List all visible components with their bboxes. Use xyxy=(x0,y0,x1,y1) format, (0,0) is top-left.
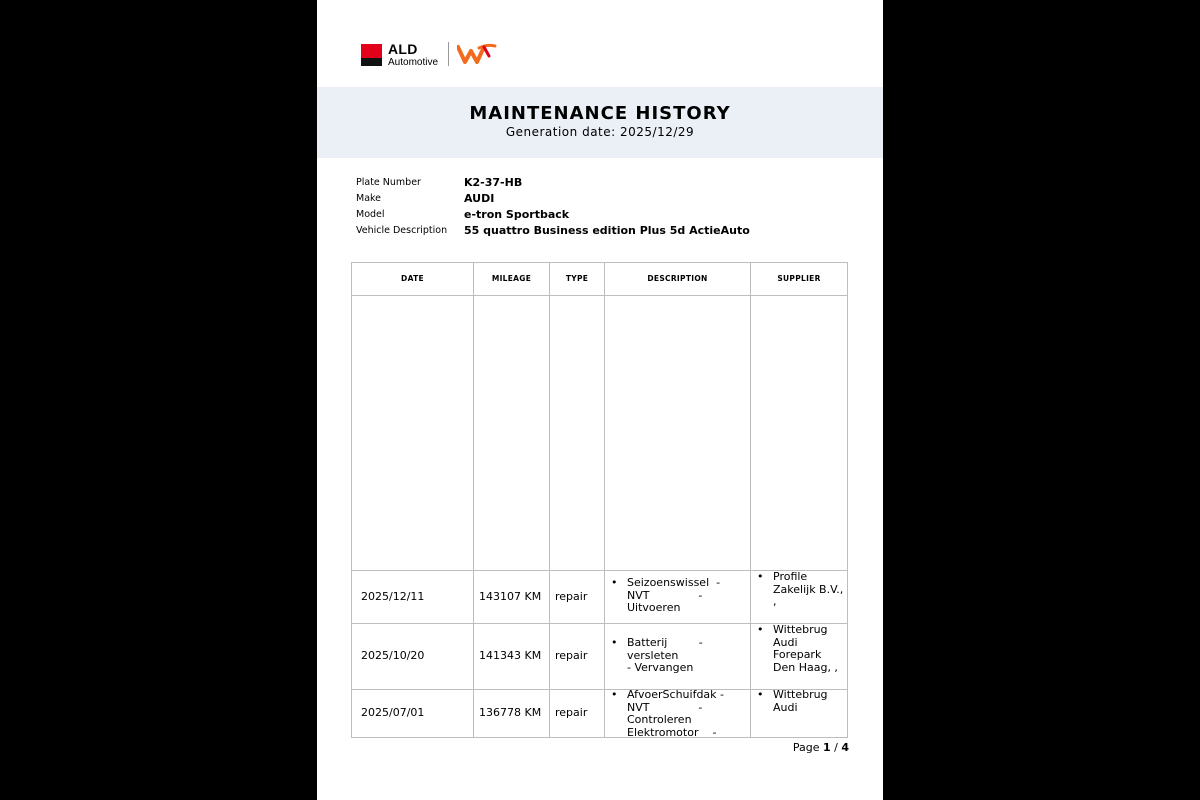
row-mileage: 143107 KM xyxy=(479,589,542,603)
bullet: • xyxy=(611,688,618,701)
description-line: Batterij - xyxy=(627,636,703,649)
page-label: Page xyxy=(792,741,820,754)
vehicle-description-label: Vehicle Description xyxy=(356,225,448,236)
supplier-line: , xyxy=(773,595,777,608)
column-header-supplier: SUPPLIER xyxy=(777,274,821,283)
column-divider xyxy=(549,263,550,737)
page-separator: / xyxy=(834,741,838,754)
ald-brand-sub: Automotive xyxy=(388,57,439,68)
plate-number-label: Plate Number xyxy=(356,177,421,188)
description-line: - Vervangen xyxy=(627,661,694,674)
supplier-line: Wittebrug xyxy=(773,623,828,636)
description-line: NVT - xyxy=(627,700,703,714)
bullet: • xyxy=(757,688,764,701)
column-header-mileage: MILEAGE xyxy=(491,274,532,283)
title-band xyxy=(317,87,883,158)
model-value: e-tron Sportback xyxy=(464,208,570,221)
bullet: • xyxy=(757,570,764,583)
column-divider xyxy=(473,263,474,737)
maintenance-table xyxy=(351,262,848,738)
row-date: 2025/12/11 xyxy=(361,589,425,603)
generation-date xyxy=(317,124,883,140)
supplier-line: Den Haag, , xyxy=(773,660,838,674)
make-label: Make xyxy=(356,193,382,204)
supplier-line: Audi xyxy=(773,635,798,649)
current-page: 1 xyxy=(822,741,831,754)
vehicle-info-row xyxy=(356,175,856,191)
row-type: repair xyxy=(555,589,588,603)
row-divider xyxy=(352,295,847,296)
ald-brand-name: ALD xyxy=(388,41,418,57)
table-cell-description xyxy=(605,577,745,615)
description-line: Controleren xyxy=(627,713,692,726)
table-cell-supplier xyxy=(751,689,847,714)
bullet: • xyxy=(611,576,618,589)
column-header-description: DESCRIPTION xyxy=(647,274,708,283)
row-type: repair xyxy=(555,706,588,720)
supplier-item xyxy=(751,624,847,674)
row-type: repair xyxy=(555,649,588,663)
row-mileage: 141343 KM xyxy=(479,649,542,663)
row-mileage: 136778 KM xyxy=(479,706,542,720)
table-cell-supplier xyxy=(751,571,847,609)
generation-date-value: 2025/12/29 xyxy=(620,125,695,139)
vehicle-info-row xyxy=(356,191,856,207)
description-item xyxy=(605,689,745,739)
table-cell-date xyxy=(361,571,471,623)
page-indicator xyxy=(793,741,849,755)
row-date: 2025/07/01 xyxy=(361,706,425,720)
description-line: Seizoenswissel - xyxy=(627,576,721,589)
description-item xyxy=(605,637,745,675)
generation-date-label: Generation date: xyxy=(505,125,616,139)
table-cell-mileage xyxy=(479,571,549,623)
supplier-item xyxy=(751,689,847,714)
vehicle-info-row xyxy=(356,207,856,223)
table-cell-description xyxy=(605,689,745,739)
logo-divider xyxy=(448,42,449,66)
column-header-type: TYPE xyxy=(565,274,589,283)
bullet: • xyxy=(611,636,618,649)
table-cell-date xyxy=(361,690,471,737)
row-date: 2025/10/20 xyxy=(361,649,425,663)
column-header-date: DATE xyxy=(401,274,424,283)
description-line: Uitvoeren xyxy=(627,601,681,614)
table-cell-type xyxy=(555,624,603,689)
description-line: AfvoerSchuifdak - xyxy=(627,688,724,701)
table-cell-type xyxy=(555,571,603,623)
document-title: MAINTENANCE HISTORY xyxy=(469,103,731,124)
description-line: versleten xyxy=(627,648,679,662)
supplier-item xyxy=(751,571,847,609)
supplier-line: Profile xyxy=(773,570,808,583)
ald-logo-icon xyxy=(361,44,382,66)
description-item xyxy=(605,577,745,615)
document-page xyxy=(317,0,883,800)
table-cell-date xyxy=(361,624,471,689)
total-pages: 4 xyxy=(841,741,849,754)
plate-number-value: K2-37-HB xyxy=(464,176,523,189)
table-cell-mileage xyxy=(479,690,549,737)
supplier-line: Wittebrug xyxy=(773,688,828,701)
bullet: • xyxy=(757,623,764,636)
table-cell-supplier xyxy=(751,624,847,674)
description-line: NVT - xyxy=(627,588,703,602)
supplier-line: Zakelijk B.V., xyxy=(773,582,844,596)
vehicle-info-row xyxy=(356,223,856,239)
description-line: Elektromotor - xyxy=(627,725,717,739)
table-cell-mileage xyxy=(479,624,549,689)
vehicle-description-value: 55 quattro Business edition Plus 5d ActieAuto xyxy=(464,224,750,237)
supplier-line: Forepark xyxy=(773,648,822,661)
table-cell-type xyxy=(555,690,603,737)
supplier-line: Audi xyxy=(773,700,798,714)
make-value: AUDI xyxy=(464,192,495,205)
table-cell-description xyxy=(605,637,745,675)
model-label: Model xyxy=(356,209,385,220)
w-logo-icon xyxy=(457,43,497,65)
